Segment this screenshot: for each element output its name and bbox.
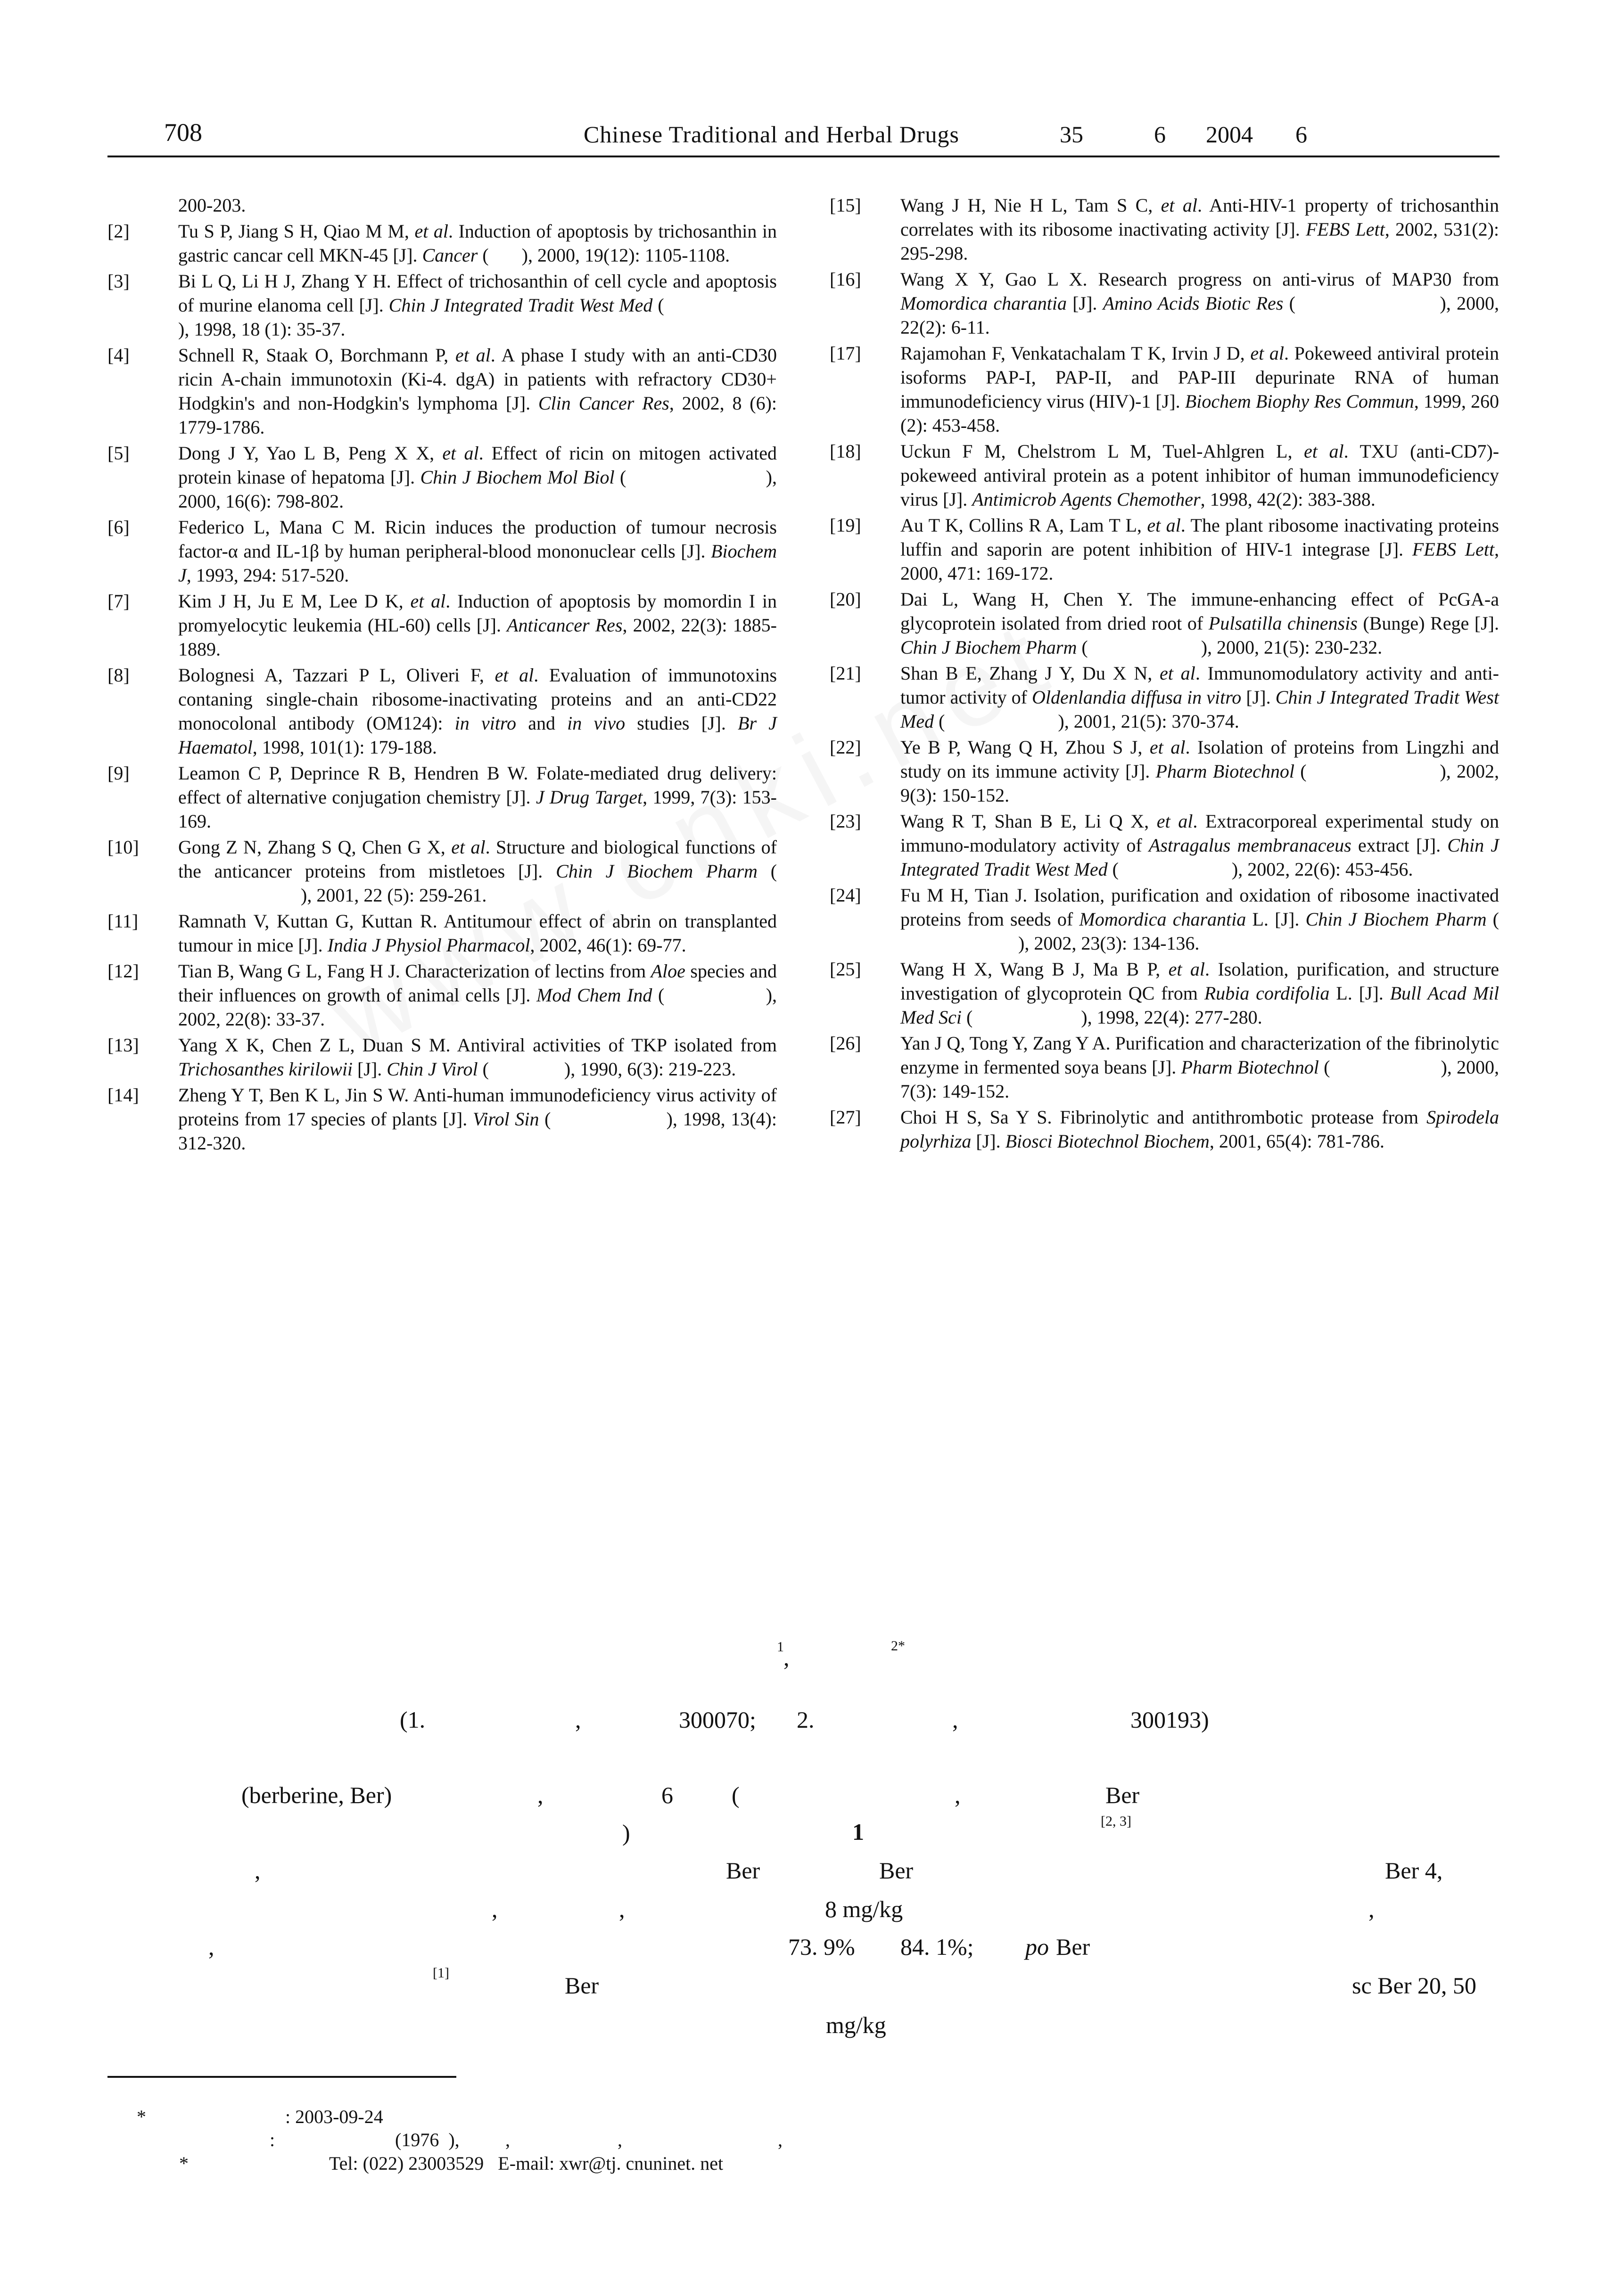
reference-entry xyxy=(830,1031,1499,1103)
reference-entry xyxy=(107,909,777,957)
footnote-rule xyxy=(107,2076,456,2078)
reference-number: [7] xyxy=(107,590,130,612)
body-text: , xyxy=(208,1934,214,1960)
reference-entry xyxy=(830,513,1499,585)
reference-text: Leamon C P, Deprince R B, Hendren B W. Folate-mediated drug delivery: effect of alternative conjugation chemistry [J]. J Drug Target, 1999, 7(3): 153-169. xyxy=(178,763,777,832)
reference-text: 200-203. xyxy=(178,195,246,216)
reference-text: Schnell R, Staak O, Borchmann P, et al. A phase I study with an anti-CD30 ricin A-chain immunotoxin (Ki-4. dgA) in patients with refractory CD30+ Hodgkin's and non-Hodgkin's lymphoma [J]. Clin Cancer Res, 2002, 8 (6): 1779-1786. xyxy=(178,344,777,438)
contact-info: Tel: (022) 23003529 E-mail: xwr@tj. cnuninet. net xyxy=(329,2153,724,2174)
reference-entry xyxy=(107,219,777,267)
reference-entry xyxy=(107,589,777,661)
reference-number: [22] xyxy=(830,737,861,758)
corresponding-star: * xyxy=(179,2153,189,2174)
reference-text: Yang X K, Chen Z L, Duan S M. Antiviral activities of TKP isolated from Trichosanthes kirilowii [J]. Chin J Virol ( ), 1990, 6(3): 219-223. xyxy=(178,1034,777,1080)
body-text: po xyxy=(1025,1934,1049,1960)
reference-list-right xyxy=(830,193,1499,1155)
reference-entry xyxy=(107,441,777,513)
reference-entry xyxy=(830,1105,1499,1153)
reference-text: Kim J H, Ju E M, Lee D K, et al. Induction of apoptosis by momordin I in promyelocytic leukemia (HL-60) cells [J]. Anticancer Res, 2002, 22(3): 1885-1889. xyxy=(178,590,777,660)
reference-text: Zheng Y T, Ben K L, Jin S W. Anti-human immunodeficiency virus activity of proteins from 17 species of plants [J]. Virol Sin ( ), 1998, 13(4): 312-320. xyxy=(178,1084,777,1154)
affiliation-1-zip: 300070; xyxy=(679,1706,756,1733)
reference-text: Wang X Y, Gao L X. Research progress on anti-virus of MAP30 from Momordica charantia [J]. Amino Acids Biotic Res ( ), 2000, 22(2): 6-11. xyxy=(900,269,1500,338)
reference-entry xyxy=(830,587,1499,659)
author-bio-label: : xyxy=(270,2129,275,2150)
body-text: sc Ber 20, 50 xyxy=(1352,1972,1476,1999)
author-separator: , xyxy=(783,1644,790,1671)
reference-number: [23] xyxy=(830,811,861,832)
journal-volume: 35 xyxy=(1060,121,1083,148)
reference-text: Dai L, Wang H, Chen Y. The immune-enhancing effect of PcGA-a glycoprotein isolated from dried root of Pulsatilla chinensis (Bunge) Rege [J]. Chin J Biochem Pharm ( ), 2000, 21(5): 230-232. xyxy=(900,589,1499,658)
reference-entry xyxy=(107,269,777,341)
body-text: 6 xyxy=(661,1782,673,1808)
reference-entry xyxy=(107,515,777,587)
journal-month: 6 xyxy=(1295,121,1307,148)
reference-text: Bi L Q, Li H J, Zhang Y H. Effect of trichosanthin of cell cycle and apoptosis of murine elanoma cell [J]. Chin J Integrated Tradit West Med ( ), 1998, 18 (1): 35-37. xyxy=(178,271,777,340)
affiliation-2-zip: 300193) xyxy=(1130,1706,1209,1733)
header-rule xyxy=(107,156,1500,157)
reference-number: [4] xyxy=(107,344,130,366)
dose-unit: mg/kg xyxy=(826,2012,886,2038)
reference-entry xyxy=(830,341,1499,437)
body-text: 1 xyxy=(852,1819,864,1845)
footnote-star: * xyxy=(137,2106,146,2127)
reference-text: Wang R T, Shan B E, Li Q X, et al. Extracorporeal experimental study on immuno-modulatory activity of Astragalus membranaceus extract [J]. Chin J Integrated Tradit West Med ( ), 2002, 22(6): 453-456. xyxy=(900,811,1500,880)
reference-text: Wang J H, Nie H L, Tam S C, et al. Anti-HIV-1 property of trichosanthin correlates with its ribosome inactivating activity [J]. FEBS Lett, 2002, 531(2): 295-298. xyxy=(900,195,1500,264)
inhibition-rate-2: 84. 1%; xyxy=(900,1934,974,1960)
reference-number: [15] xyxy=(830,195,861,216)
reference-number: [3] xyxy=(107,271,130,292)
reference-text: Gong Z N, Zhang S Q, Chen G X, et al. Structure and biological functions of the anticancer proteins from mistletoes [J]. Chin J Biochem Pharm ( ), 2001, 22 (5): 259-261. xyxy=(178,836,777,906)
journal-issue: 6 xyxy=(1154,121,1166,148)
reference-text: Federico L, Mana C M. Ricin induces the production of tumour necrosis factor-α and IL-1β by human peripheral-blood mononuclear cells [J]. Biochem J, 1993, 294: 517-520. xyxy=(178,517,777,586)
reference-number: [13] xyxy=(107,1034,139,1056)
reference-text: Choi H S, Sa Y S. Fibrinolytic and antithrombotic protease from Spirodela polyrhiza [J]. Biosci Biotechnol Biochem, 2001, 65(4): 781-786. xyxy=(900,1107,1499,1152)
affiliation-separator-1: , xyxy=(575,1706,581,1733)
affiliation-separator-2: , xyxy=(952,1706,958,1733)
reference-entry xyxy=(830,809,1499,881)
body-text: , xyxy=(255,1857,261,1884)
reference-entry xyxy=(107,1083,777,1155)
author-bio-sep: , xyxy=(505,2129,510,2150)
reference-list-left xyxy=(107,193,777,1157)
reference-number: [2] xyxy=(107,221,130,242)
body-text: Ber xyxy=(879,1857,914,1884)
running-header xyxy=(107,118,1500,160)
reference-number: [16] xyxy=(830,269,861,290)
body-text: ( xyxy=(732,1782,740,1808)
reference-text: Yan J Q, Tong Y, Zang Y A. Purification and characterization of the fibrinolytic enzyme in fermented soya beans [J]. Pharm Biotechnol ( ), 2000, 7(3): 149-152. xyxy=(900,1033,1500,1102)
reference-number: [6] xyxy=(107,517,130,538)
reference-text: Bolognesi A, Tazzari P L, Oliveri F, et al. Evaluation of immunotoxins contaning single-chain ribosome-inactivating proteins and an anti-CD22 monocolonal antibody (OM124): in vitro and in vivo studies [J]. Br J Haematol, 1998, 101(1): 179-188. xyxy=(178,664,777,758)
reference-entry xyxy=(830,957,1499,1029)
reference-number: [21] xyxy=(830,663,861,684)
reference-text: Ye B P, Wang Q H, Zhou S J, et al. Isolation of proteins from Lingzhi and study on its immune activity [J]. Pharm Biotechnol ( ), 2002, 9(3): 150-152. xyxy=(900,737,1500,806)
reference-text: Au T K, Collins R A, Lam T L, et al. The plant ribosome inactivating proteins luffin and saporin are potent inhibition of HIV-1 integrase [J]. FEBS Lett, 2000, 471: 169-172. xyxy=(900,515,1500,584)
body-text: Ber xyxy=(1105,1782,1140,1808)
reference-text: Shan B E, Zhang J Y, Du X N, et al. Immunomodulatory activity and anti-tumor activity of Oldenlandia diffusa in vitro [J]. Chin J Integrated Tradit West Med ( ), 2001, 21(5): 370-374. xyxy=(900,663,1500,732)
reference-number: [17] xyxy=(830,343,861,364)
reference-text: Uckun F M, Chelstrom L M, Tuel-Ahlgren L, et al. TXU (anti-CD7)-pokeweed antiviral protein as a potent inhibitor of human immunodeficiency virus [J]. Antimicrob Agents Chemother, 1998, 42(2): 383-388. xyxy=(900,441,1500,510)
page-number: 708 xyxy=(164,118,202,147)
reference-number: [27] xyxy=(830,1107,861,1128)
reference-text: Tu S P, Jiang S H, Qiao M M, et al. Induction of apoptosis by trichosanthin in gastric cancar cell MKN-45 [J]. Cancer ( ), 2000, 19(12): 1105-1108. xyxy=(178,221,777,266)
received-date: : 2003-09-24 xyxy=(285,2106,383,2127)
journal-year: 2004 xyxy=(1206,121,1253,148)
reference-text: Fu M H, Tian J. Isolation, purification and oxidation of ribosome inactivated proteins from seeds of Momordica charantia L. [J]. Chin J Biochem Pharm ( ), 2002, 23(3): 134-136. xyxy=(900,885,1500,954)
body-text: , xyxy=(955,1782,961,1808)
reference-entry xyxy=(107,343,777,439)
citation-ref: [1] xyxy=(433,1965,449,1981)
author-bio-year: (1976 ), xyxy=(395,2129,460,2150)
body-text: , xyxy=(537,1782,544,1808)
reference-number: [5] xyxy=(107,443,130,464)
reference-entry xyxy=(830,735,1499,807)
body-berberine-term: (berberine, Ber) xyxy=(241,1782,392,1808)
author-affil-sup-2: 2* xyxy=(891,1638,905,1654)
reference-number: [25] xyxy=(830,959,861,980)
dose-value: 8 mg/kg xyxy=(825,1896,903,1922)
author-affil-sup-1: 1 xyxy=(777,1639,784,1655)
reference-text: Dong J Y, Yao L B, Peng X X, et al. Effect of ricin on mitogen activated protein kinase of hepatoma [J]. Chin J Biochem Mol Biol ( ), 2000, 16(6): 798-802. xyxy=(178,443,777,512)
reference-number: [12] xyxy=(107,960,139,982)
citation-ref: [2, 3] xyxy=(1101,1813,1131,1829)
reference-entry xyxy=(830,193,1499,265)
reference-number: [19] xyxy=(830,515,861,536)
body-text: Ber xyxy=(726,1857,760,1884)
reference-entry xyxy=(830,439,1499,511)
reference-entry xyxy=(830,267,1499,339)
reference-entry xyxy=(107,761,777,833)
reference-text: Tian B, Wang G L, Fang H J. Characterization of lectins from Aloe species and their influences on growth of animal cells [J]. Mod Chem Ind ( ), 2002, 22(8): 33-37. xyxy=(178,960,777,1030)
reference-text: Ramnath V, Kuttan G, Kuttan R. Antitumour effect of abrin on transplanted tumour in mice [J]. India J Physiol Pharmacol, 2002, 46(1): 69-77. xyxy=(178,910,777,956)
journal-title: Chinese Traditional and Herbal Drugs xyxy=(584,121,960,148)
body-text: Ber 4, xyxy=(1385,1857,1443,1884)
body-text: Ber xyxy=(565,1972,599,1999)
affiliation-1-label: (1. xyxy=(400,1706,426,1733)
reference-text: Wang H X, Wang B J, Ma B P, et al. Isolation, purification, and structure investigation of glycoprotein QC from Rubia cordifolia L. [J]. Bull Acad Mil Med Sci ( ), 1998, 22(4): 277-280. xyxy=(900,959,1500,1028)
reference-number: [26] xyxy=(830,1033,861,1054)
reference-number: [10] xyxy=(107,836,139,858)
inhibition-rate-1: 73. 9% xyxy=(788,1934,855,1960)
body-text: , xyxy=(1368,1896,1375,1922)
reference-number: [11] xyxy=(107,910,139,932)
reference-text: Rajamohan F, Venkatachalam T K, Irvin J D, et al. Pokeweed antiviral protein isoforms PAP-I, PAP-II, and PAP-III depurinate RNA of human immunodeficiency virus (HIV)-1 [J]. Biochem Biophy Res Commun, 1999, 260 (2): 453-458. xyxy=(900,343,1500,436)
reference-entry xyxy=(107,193,777,217)
reference-entry xyxy=(107,835,777,907)
reference-number: [14] xyxy=(107,1084,139,1106)
reference-entry xyxy=(107,959,777,1031)
reference-number: [18] xyxy=(830,441,861,462)
reference-entry xyxy=(830,883,1499,955)
reference-number: [20] xyxy=(830,589,861,610)
affiliation-2-label: 2. xyxy=(797,1706,815,1733)
reference-entry xyxy=(107,663,777,759)
body-text: ) xyxy=(622,1820,630,1846)
reference-entry xyxy=(830,661,1499,733)
reference-number: [8] xyxy=(107,664,130,686)
body-text: , xyxy=(492,1896,498,1922)
body-text: , xyxy=(619,1896,625,1922)
author-bio-sep: , xyxy=(778,2129,783,2150)
reference-number: [9] xyxy=(107,763,130,784)
body-text: Ber xyxy=(1056,1934,1090,1960)
author-bio-sep: , xyxy=(618,2129,622,2150)
reference-entry xyxy=(107,1033,777,1081)
reference-number: [24] xyxy=(830,885,861,906)
